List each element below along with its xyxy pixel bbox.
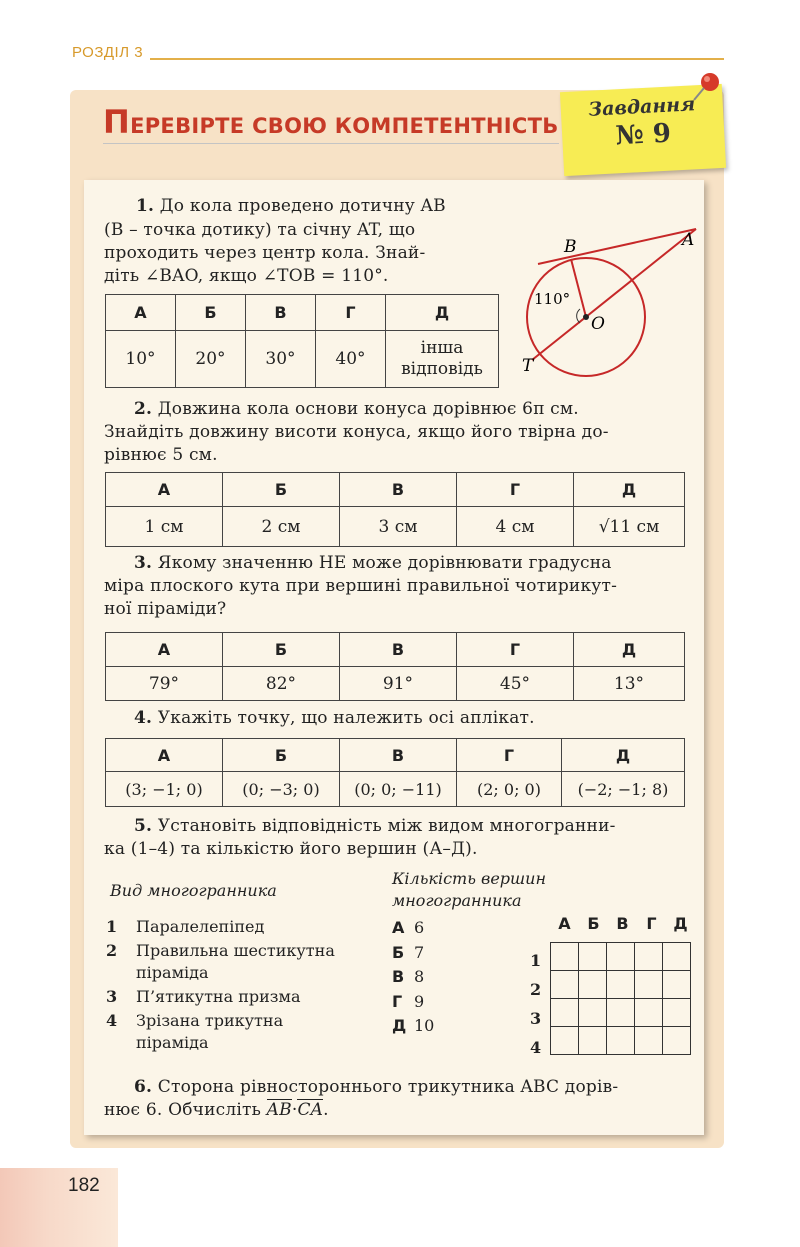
list-item — [106, 940, 386, 984]
table-cell: 82° — [223, 667, 340, 701]
table-cell: (2; 0; 0) — [457, 772, 562, 807]
table-cell: (0; −3; 0) — [223, 772, 340, 807]
item-letter: В — [392, 967, 405, 986]
page-number: 182 — [68, 1175, 100, 1196]
list-item — [392, 916, 434, 941]
table-header: А — [106, 739, 223, 772]
item-value: 9 — [414, 991, 425, 1011]
item-number: 1 — [106, 917, 118, 936]
list-item — [106, 986, 386, 1008]
grid-row-label: 4 — [530, 1038, 542, 1057]
task5-number: 5. — [134, 816, 153, 836]
task5-text — [104, 815, 616, 861]
task2-line: Знайдіть довжину висоти конуса, якщо його твірна до- — [104, 422, 609, 442]
vector-ab: AB — [266, 1100, 292, 1120]
task4-number: 4. — [134, 708, 153, 728]
vertex-title-line: Кількість вершин — [392, 869, 547, 888]
task1-number: 1. — [136, 196, 155, 216]
table-cell: 91° — [340, 667, 457, 701]
item-value: 6 — [414, 918, 425, 937]
grid-cell[interactable] — [663, 971, 691, 999]
table-header: В — [340, 633, 457, 667]
label-a: A — [682, 230, 695, 250]
list-item — [392, 1014, 434, 1039]
sticky-label: Завдання — [587, 93, 696, 121]
task2-line: Довжина кола основи конуса дорівнює 6π см. — [157, 399, 579, 419]
item-value: 10 — [414, 1016, 435, 1035]
item-value: 7 — [414, 942, 425, 962]
table-header: Д — [574, 473, 685, 507]
table-header: А — [106, 473, 223, 507]
grid-row-label: 2 — [530, 980, 542, 999]
label-o: O — [591, 314, 605, 334]
task5-line: Установіть відповідність між видом многогранни- — [157, 816, 616, 836]
vertex-title-line: многогранника — [392, 891, 522, 910]
grid-cell[interactable] — [579, 971, 607, 999]
task3-line: Якому значенню НЕ може дорівнювати градусна — [157, 553, 612, 573]
grid-row-label: 1 — [530, 951, 542, 970]
task1-line: (B – точка дотику) та січну AT, що — [104, 220, 416, 240]
table-header: Б — [176, 295, 246, 331]
table-cell: інша відповідь — [386, 331, 499, 388]
grid-cell[interactable] — [607, 971, 635, 999]
table-header: Г — [457, 633, 574, 667]
task5-line: ка (1–4) та кількістю його вершин (А–Д). — [104, 839, 478, 859]
period: . — [323, 1100, 329, 1120]
vertex-column-title — [392, 868, 546, 912]
sticky-number: № 9 — [614, 118, 672, 152]
table-header: В — [340, 739, 457, 772]
pushpin-icon — [690, 70, 724, 104]
table-cell: 45° — [457, 667, 574, 701]
grid-cell[interactable] — [579, 1027, 607, 1055]
table-cell: 10° — [106, 331, 176, 388]
table-header: Г — [457, 473, 574, 507]
grid-cell[interactable] — [551, 943, 579, 971]
item-text: Паралелепіпед — [136, 917, 265, 936]
chapter-label: РОЗДІЛ 3 — [72, 44, 144, 61]
table-cell: (0; 0; −11) — [340, 772, 457, 807]
item-text — [136, 1010, 283, 1054]
tangent-line — [538, 229, 696, 264]
circle-tangent-figure — [510, 222, 710, 382]
grid-cell[interactable] — [635, 1027, 663, 1055]
grid-row-label: 3 — [530, 1009, 542, 1028]
grid-cell[interactable] — [551, 1027, 579, 1055]
task6-line-prefix: нює 6. Обчисліть — [104, 1100, 262, 1120]
table-header: Б — [223, 739, 340, 772]
table-cell: 4 см — [457, 507, 574, 547]
task1-line: проходить через центр кола. Знай- — [104, 243, 426, 263]
task6-line — [104, 1099, 618, 1122]
answer-grid-col-headers — [550, 914, 695, 933]
dot-operator: · — [291, 1100, 298, 1120]
task4-answer-table — [105, 738, 685, 807]
table-cell: (−2; −1; 8) — [562, 772, 685, 807]
task2-number: 2. — [134, 399, 153, 419]
item-value: 8 — [414, 967, 425, 986]
grid-cell[interactable] — [635, 971, 663, 999]
list-item — [106, 916, 386, 938]
table-header: Г — [457, 739, 562, 772]
task1-text-2 — [104, 219, 425, 288]
list-item — [392, 990, 434, 1015]
task6-number: 6. — [134, 1077, 153, 1097]
item-text-line: Правильна шестикутна — [136, 941, 335, 960]
task2-answer-table — [105, 472, 685, 547]
answer-grid-row-headers — [530, 946, 541, 1062]
task4-text — [134, 707, 535, 730]
grid-cell[interactable] — [579, 943, 607, 971]
item-letter: А — [392, 918, 405, 937]
grid-cell[interactable] — [607, 943, 635, 971]
table-header: Д — [574, 633, 685, 667]
table-cell: 1 см — [106, 507, 223, 547]
grid-cell[interactable] — [607, 999, 635, 1027]
item-letter: Д — [392, 1016, 407, 1035]
list-item — [392, 965, 434, 990]
task3-answer-table — [105, 632, 685, 701]
task3-line: міра плоского кута при вершині правильної чотирикут- — [104, 576, 618, 596]
item-letter: Б — [392, 942, 405, 962]
task4-line: Укажіть точку, що належить осі аплікат. — [157, 708, 535, 728]
task1-line: діть ∠BAO, якщо ∠TOB = 110°. — [104, 266, 389, 286]
grid-cell[interactable] — [579, 999, 607, 1027]
table-cell: 2 см — [223, 507, 340, 547]
item-text: П’ятикутна призма — [136, 987, 301, 1006]
task1-text — [136, 195, 446, 218]
table-header: А — [106, 295, 176, 331]
item-text-line: піраміда — [136, 963, 209, 982]
grid-cell[interactable] — [663, 943, 691, 971]
grid-cell[interactable] — [635, 943, 663, 971]
table-cell: 40° — [316, 331, 386, 388]
table-header: Г — [316, 295, 386, 331]
grid-cell[interactable] — [635, 999, 663, 1027]
answer-grid — [550, 942, 691, 1055]
table-cell: 30° — [246, 331, 316, 388]
grid-cell[interactable] — [663, 1027, 691, 1055]
table-cell: 79° — [106, 667, 223, 701]
list-item — [392, 941, 434, 966]
polyhedron-column-title: Вид многогранника — [110, 881, 277, 900]
item-letter: Г — [392, 991, 403, 1011]
radius-ob — [571, 259, 586, 317]
label-t: T — [522, 356, 534, 376]
grid-col-label: Д — [673, 914, 688, 933]
label-b: B — [564, 237, 577, 257]
table-header: В — [246, 295, 316, 331]
table-header: Б — [223, 633, 340, 667]
polyhedron-list — [106, 916, 386, 1054]
task3-text — [104, 552, 617, 621]
header-rule — [150, 58, 724, 60]
item-number: 3 — [106, 987, 118, 1006]
grid-col-label: В — [616, 914, 629, 933]
page-corner-decoration — [0, 1168, 118, 1247]
grid-col-label: Г — [646, 914, 657, 933]
list-item — [106, 1010, 386, 1054]
item-text — [136, 940, 335, 984]
item-text-line: піраміда — [136, 1033, 209, 1052]
table-cell: (3; −1; 0) — [106, 772, 223, 807]
item-number: 2 — [106, 941, 118, 960]
table-cell: 20° — [176, 331, 246, 388]
table-header: Д — [562, 739, 685, 772]
item-text-line: Зрізана трикутна — [136, 1011, 284, 1030]
table-cell: 3 см — [340, 507, 457, 547]
grid-cell[interactable] — [551, 971, 579, 999]
task6-line: Сторона рівностороннього трикутника ABC дорів- — [157, 1077, 619, 1097]
task1-line: До кола проведено дотичну AB — [159, 196, 446, 216]
grid-cell[interactable] — [551, 999, 579, 1027]
angle-label: 110° — [534, 290, 571, 308]
grid-cell[interactable] — [607, 1027, 635, 1055]
table-header: А — [106, 633, 223, 667]
title-rest: ЕРЕВІРТЕ СВОЮ КОМПЕТЕНТНІСТЬ — [130, 114, 559, 138]
title-initial: П — [103, 103, 131, 141]
section-title — [103, 103, 559, 144]
task3-line: ної піраміди? — [104, 599, 227, 619]
grid-cell[interactable] — [663, 999, 691, 1027]
vector-ca: CA — [297, 1100, 324, 1120]
table-header: Д — [386, 295, 499, 331]
task3-number: 3. — [134, 553, 153, 573]
task6-text — [104, 1076, 618, 1122]
task2-line: рівнює 5 см. — [104, 445, 218, 465]
table-header: В — [340, 473, 457, 507]
grid-col-label: Б — [587, 914, 600, 933]
table-cell: 13° — [574, 667, 685, 701]
center-point — [583, 314, 589, 320]
vertex-count-list — [392, 916, 434, 1039]
item-number: 4 — [106, 1011, 118, 1030]
task1-answer-table — [105, 294, 499, 388]
table-header: Б — [223, 473, 340, 507]
grid-col-label: А — [558, 914, 571, 933]
task2-text — [104, 398, 609, 467]
table-cell: √11 см — [574, 507, 685, 547]
